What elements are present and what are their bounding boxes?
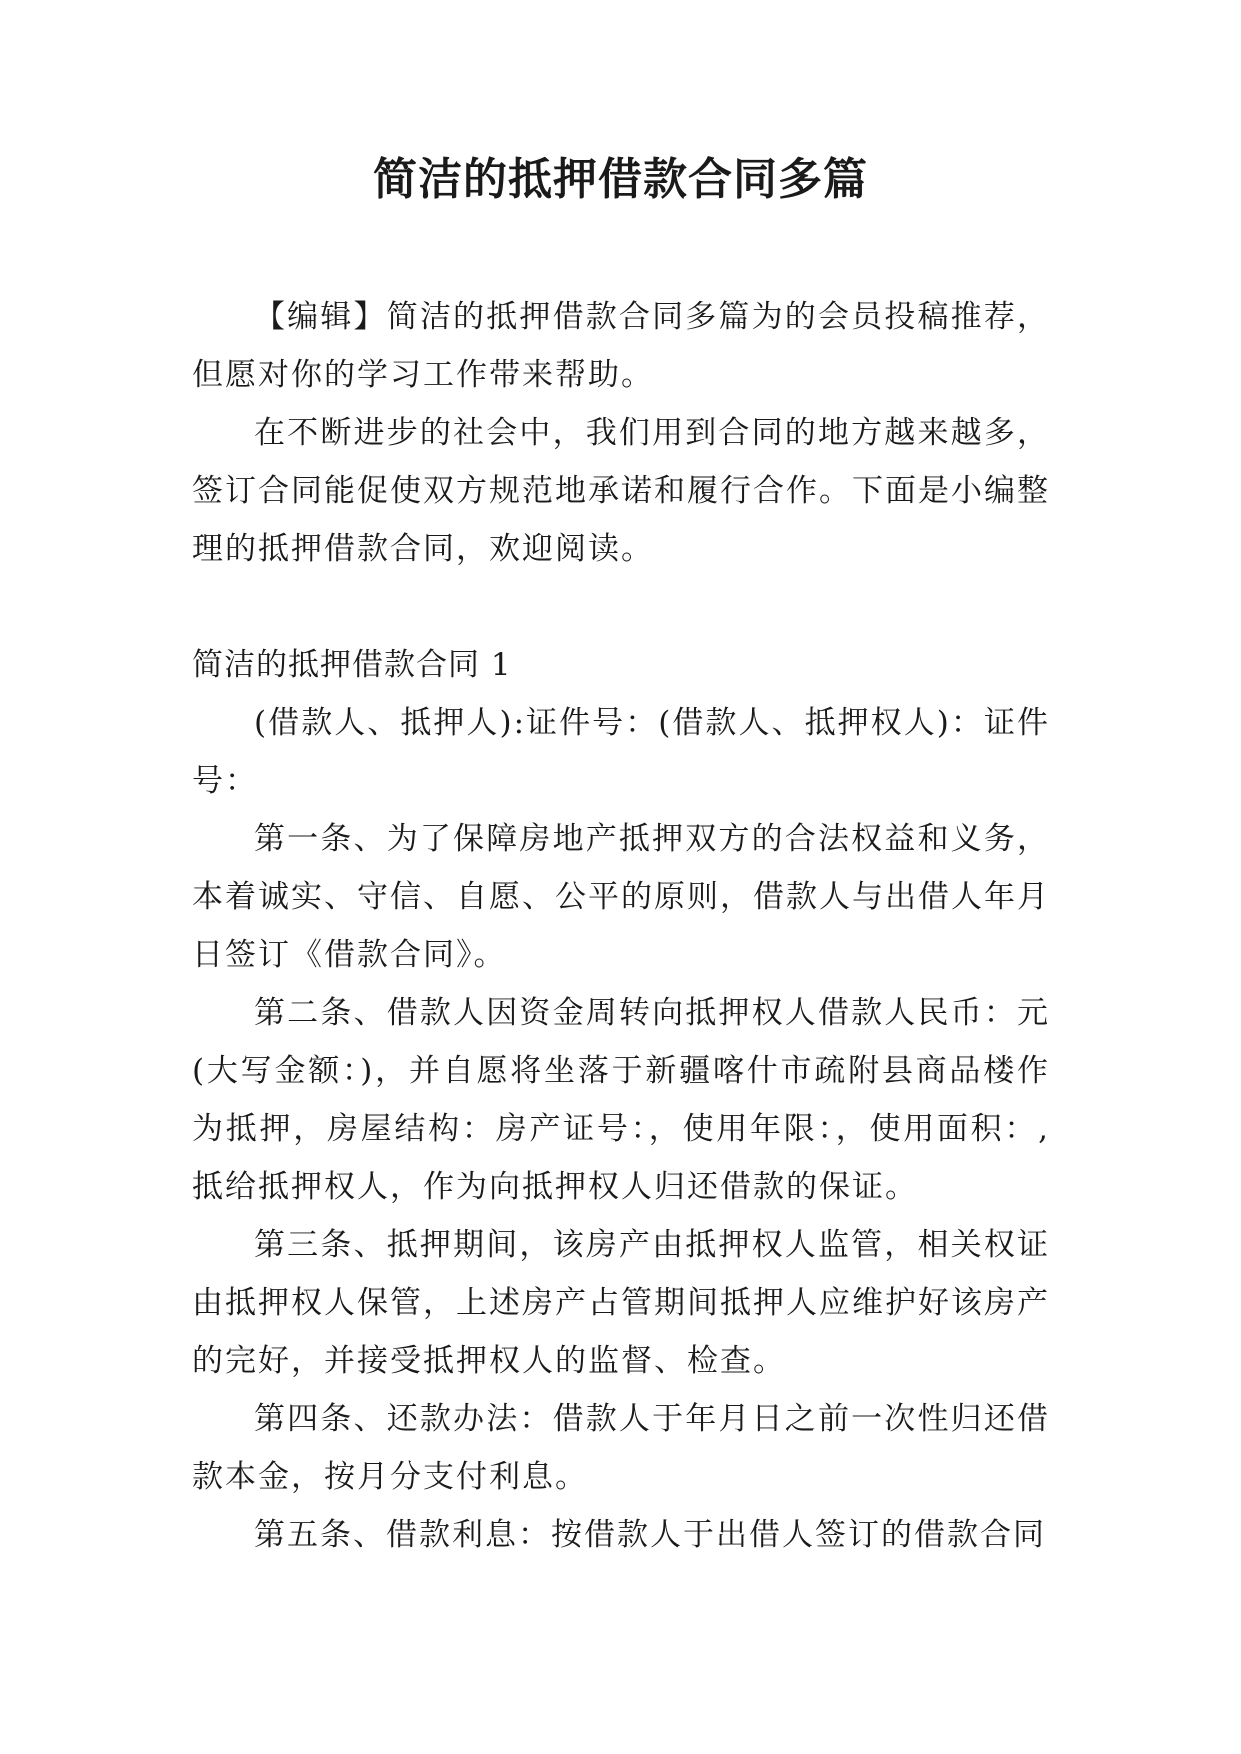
contract-paragraph: (借款人、抵押人):证件号：(借款人、抵押权人)：证件号：: [192, 705, 1050, 799]
intro-paragraph: 在不断进步的社会中，我们用到合同的地方越来越多，签订合同能促使双方规范地承诺和履行合作。下面是小编整理的抵押借款合同，欢迎阅读。: [192, 415, 1050, 567]
section-heading: 简洁的抵押借款合同 1: [192, 647, 512, 683]
contract-paragraph: 第五条、借款利息：按借款人于出借人签订的借款合同: [254, 1517, 1046, 1553]
document-title: 简洁的抵押借款合同多篇: [373, 154, 868, 205]
contract-paragraph: 第二条、借款人因资金周转向抵押权人借款人民币：元(大写金额：)，并自愿将坐落于新疆喀什市疏附县商品楼作为抵押，房屋结构：房产证号：，使用年限：，使用面积：,抵给抵押权人，作为向抵押权人归还借款的保证。: [192, 995, 1050, 1205]
intro-paragraph: 【编辑】简洁的抵押借款合同多篇为的会员投稿推荐，但愿对你的学习工作带来帮助。: [192, 299, 1050, 393]
document-body: [192, 288, 1050, 1564]
contract-paragraph: 第三条、抵押期间，该房产由抵押权人监管，相关权证由抵押权人保管，上述房产占管期间抵押人应维护好该房产的完好，并接受抵押权人的监督、检查。: [192, 1227, 1050, 1379]
contract-paragraph: 第四条、还款办法：借款人于年月日之前一次性归还借款本金，按月分支付利息。: [192, 1401, 1050, 1495]
contract-paragraph: 第一条、为了保障房地产抵押双方的合法权益和义务，本着诚实、守信、自愿、公平的原则，借款人与出借人年月日签订《借款合同》。: [192, 821, 1050, 973]
